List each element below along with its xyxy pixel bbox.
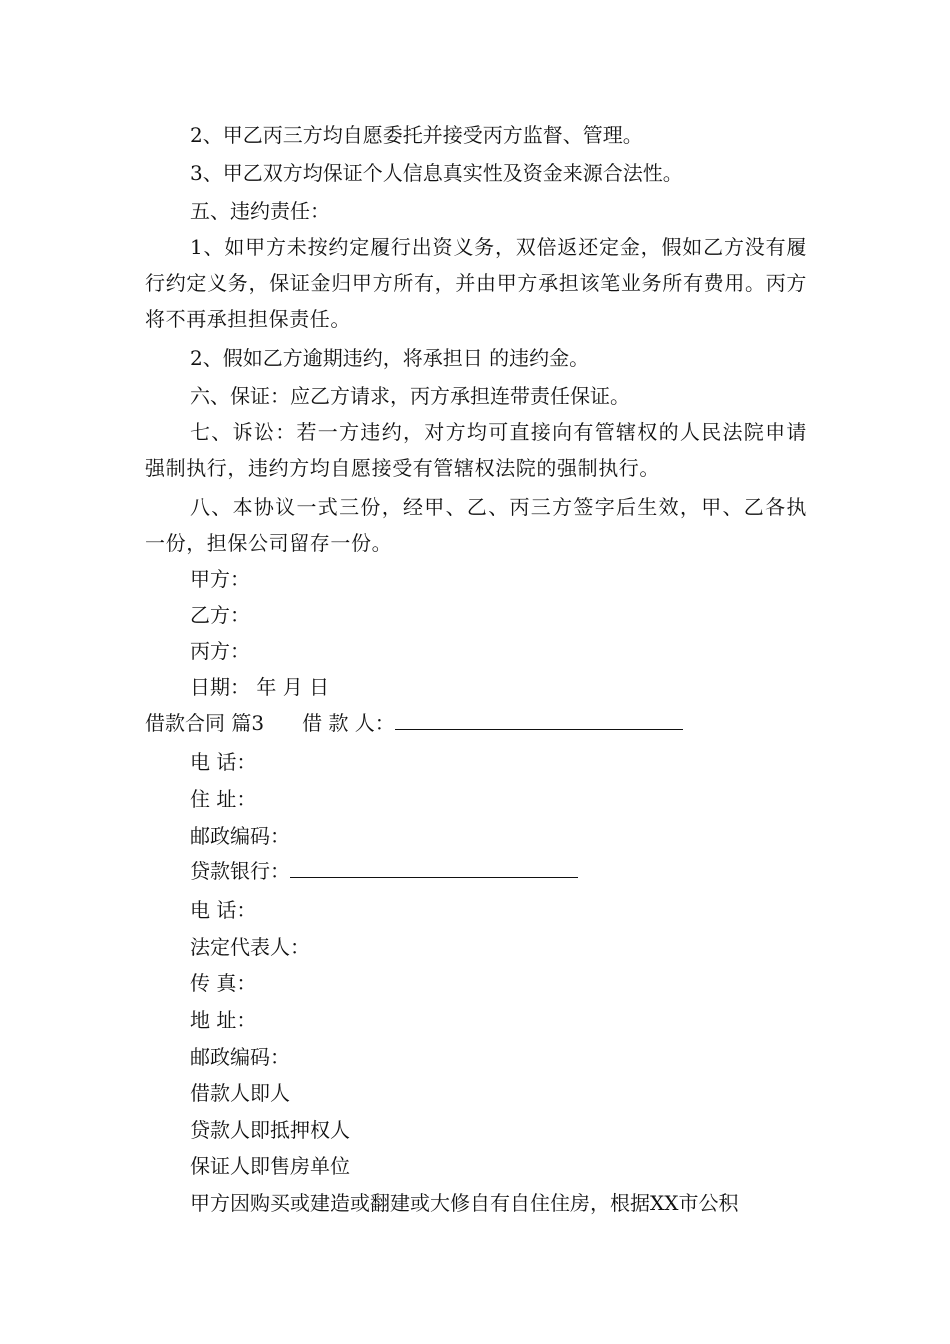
date-line: 日期： 年 月 日 [190,675,330,699]
fax: 传 真： [190,971,257,995]
lender-phone: 电 话： [190,898,257,922]
breach-clause-1: 1、如甲方未按约定履行出资义务，双倍返还定金，假如乙方没有履行约定义务，保证金归甲方所有，并由甲方承担该笔业务所有费用。丙方将不再承担担保责任。 [145,235,807,331]
guarantor-definition: 保证人即售房单位 [190,1154,350,1178]
party-b-signature: 乙方： [190,603,250,627]
lender-address: 地 址： [190,1008,257,1032]
lender-postcode: 邮政编码： [190,1045,290,1069]
section-title: 借款合同 篇3 [145,711,265,735]
lender-bank-blank [290,853,578,878]
section-heading-breach: 五、违约责任： [190,199,330,223]
legal-representative: 法定代表人： [190,935,310,959]
lender-bank-line [190,853,850,889]
contract-header-line [145,705,805,741]
lender-definition: 贷款人即抵押权人 [190,1118,350,1142]
borrower-definition: 借款人即人 [190,1081,290,1105]
clause-line-2: 2、甲乙丙三方均自愿委托并接受丙方监督、管理。 [190,123,643,147]
party-a-signature: 甲方： [190,567,250,591]
purpose-paragraph: 甲方因购买或建造或翻建或大修自有自住住房，根据XX市公积 [190,1191,739,1215]
clause-line-3: 3、甲乙双方均保证个人信息真实性及资金来源合法性。 [190,161,683,185]
borrower-label: 借 款 人： [302,711,395,735]
borrower-blank [395,705,683,730]
guarantee-clause: 六、保证：应乙方请求，丙方承担连带责任保证。 [190,384,630,408]
litigation-clause: 七、诉讼：若一方违约，对方均可直接向有管辖权的人民法院申请强制执行，违约方均自愿接受有管辖权法院的强制执行。 [145,420,807,480]
borrower-phone: 电 话： [190,750,257,774]
borrower-address: 住 址： [190,787,257,811]
lender-bank-label: 贷款银行： [190,859,290,883]
borrower-postcode: 邮政编码： [190,824,290,848]
party-c-signature: 丙方： [190,639,250,663]
breach-clause-2: 2、假如乙方逾期违约，将承担日 的违约金。 [190,346,590,370]
copies-clause: 八、本协议一式三份，经甲、乙、丙三方签字后生效，甲、乙各执一份，担保公司留存一份。 [145,495,807,555]
